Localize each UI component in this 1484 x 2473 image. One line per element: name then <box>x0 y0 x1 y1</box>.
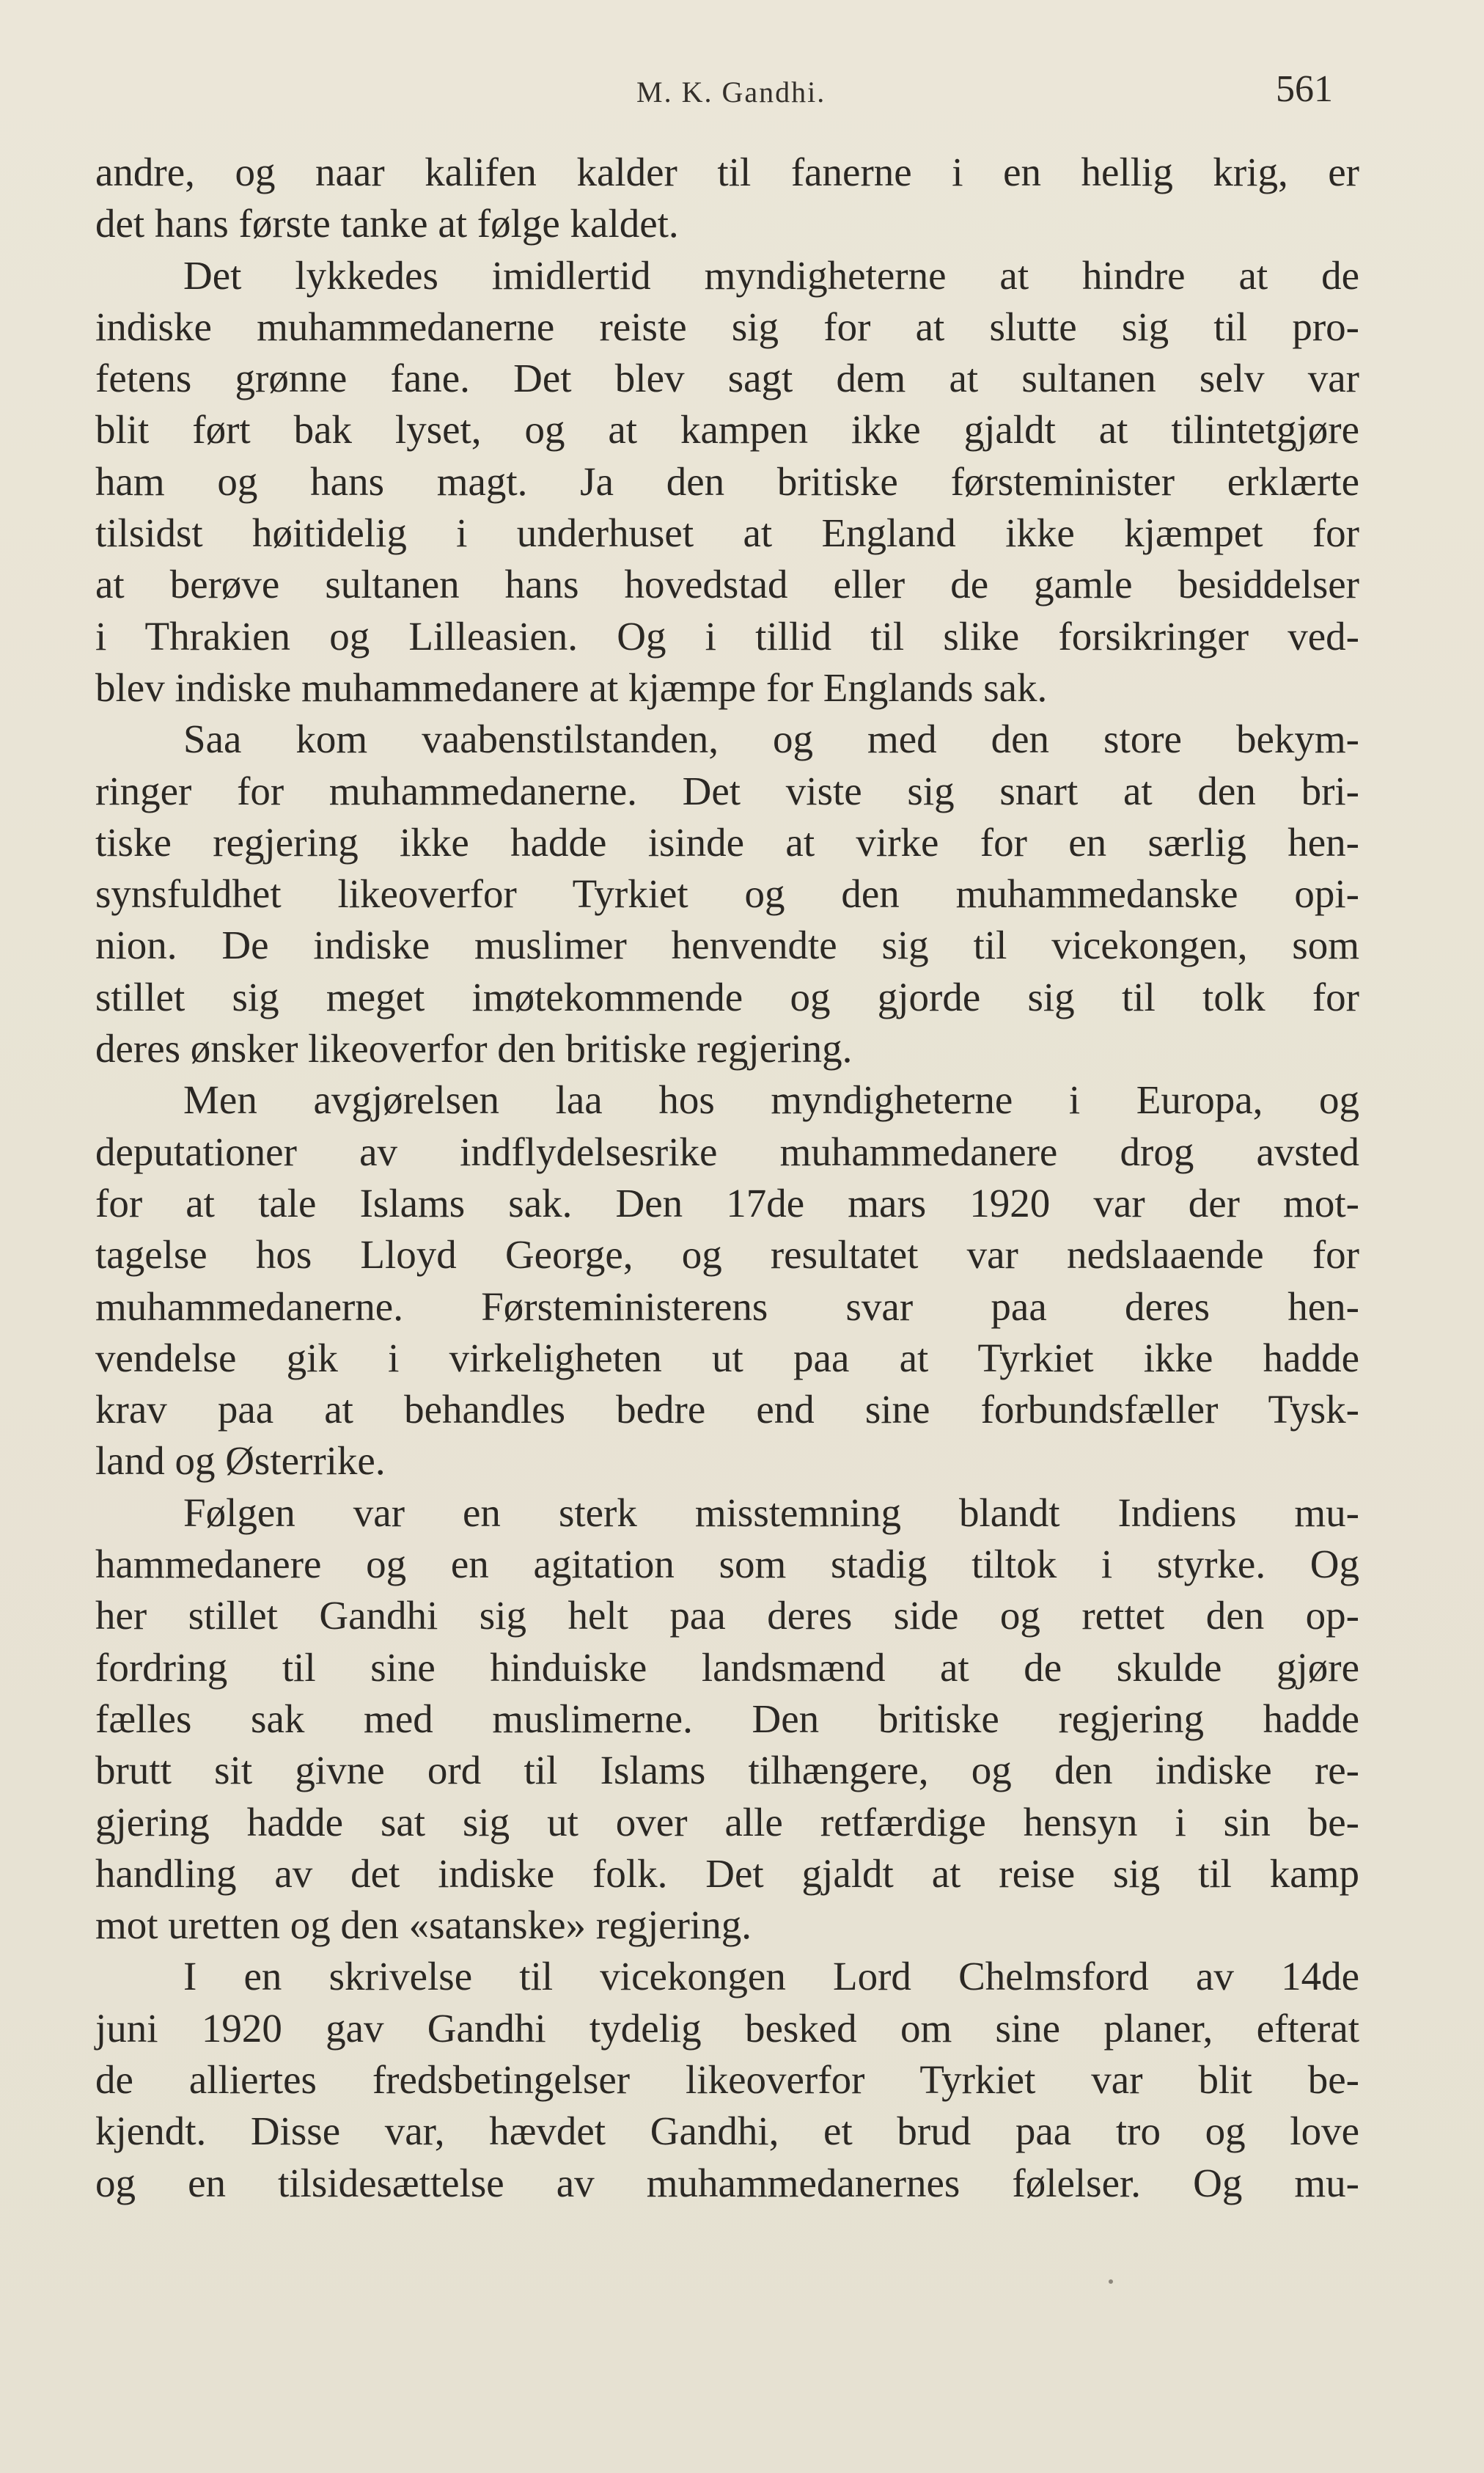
text-line: land og Østerrike. <box>95 1438 386 1484</box>
text-line: Følgen var en sterk misstemning blandt Indiens mu- <box>183 1490 1359 1535</box>
text-line: andre, og naar kalifen kalder til fanerne i en hellig krig, er <box>95 150 1359 194</box>
body-text <box>95 147 1359 2209</box>
text-line: ham og hans magt. Ja den britiske førsteminister erklærte <box>95 458 1359 504</box>
text-line: her stillet Gandhi sig helt paa deres side og rettet den op- <box>95 1593 1359 1638</box>
text-line: de alliertes fredsbetingelser likeoverfor Tyrkiet var blit be- <box>95 2056 1359 2102</box>
text-line: krav paa at behandles bedre end sine forbundsfæller Tysk- <box>95 1387 1359 1432</box>
text-line: det hans første tanke at følge kaldet. <box>95 201 679 246</box>
text-line: tilsidst høitidelig i underhuset at England ikke kjæmpet for <box>95 510 1359 556</box>
text-line: blit ført bak lyset, og at kampen ikke gjaldt at tilintetgjøre <box>95 407 1359 453</box>
text-line: stillet sig meget imøtekommende og gjorde sig til tolk for <box>95 974 1359 1019</box>
text-line: fetens grønne fane. Det blev sagt dem at sultanen selv var <box>95 356 1359 401</box>
page-number: 561 <box>1276 68 1333 110</box>
text-line: tiske regjering ikke hadde isinde at virke for en særlig hen- <box>95 819 1359 865</box>
text-line: fælles sak med muslimerne. Den britiske regjering hadde <box>95 1696 1359 1741</box>
text-line: indiske muhammedanerne reiste sig for at slutte sig til pro- <box>95 304 1359 349</box>
text-line: Men avgjørelsen laa hos myndigheterne i Europa, og <box>183 1077 1359 1123</box>
text-line: gjering hadde sat sig ut over alle retfærdige hensyn i sin be- <box>95 1799 1359 1844</box>
text-line: vendelse gik i virkeligheten ut paa at Tyrkiet ikke hadde <box>95 1335 1359 1380</box>
running-title: M. K. Gandhi. <box>636 76 826 109</box>
text-line: handling av det indiske folk. Det gjaldt at reise sig til kamp <box>95 1850 1359 1896</box>
paper-speck <box>1109 2279 1113 2284</box>
text-line: brutt sit givne ord til Islams tilhængere, og den indiske re- <box>95 1748 1359 1793</box>
text-line: juni 1920 gav Gandhi tydelig besked om sine planer, efterat <box>95 2005 1359 2051</box>
text-line: mot uretten og den «satanske» regjering. <box>95 1902 752 1948</box>
running-head <box>0 67 1484 119</box>
text-line: nion. De indiske muslimer henvendte sig til vicekongen, som <box>95 923 1359 968</box>
text-line: i Thrakien og Lilleasien. Og i tillid til slike forsikringer ved- <box>95 613 1359 659</box>
text-line: fordring til sine hinduiske landsmænd at de skulde gjøre <box>95 1644 1359 1690</box>
text-line: deputationer av indflydelsesrike muhammedanere drog avsted <box>95 1129 1359 1174</box>
text-line: hammedanere og en agitation som stadig tiltok i styrke. Og <box>95 1542 1359 1587</box>
text-line: muhammedanerne. Førsteministerens svar paa deres hen- <box>95 1283 1359 1329</box>
text-line: for at tale Islams sak. Den 17de mars 1920 var der mot- <box>95 1180 1359 1225</box>
text-line: Saa kom vaabenstilstanden, og med den store bekym- <box>183 717 1359 762</box>
text-line: I en skrivelse til vicekongen Lord Chelmsford av 14de <box>183 1954 1359 1999</box>
text-line: tagelse hos Lloyd George, og resultatet var nedslaaende for <box>95 1232 1359 1278</box>
text-line: at berøve sultanen hans hovedstad eller de gamle besiddelser <box>95 562 1359 607</box>
text-line: synsfuldhet likeoverfor Tyrkiet og den muhammedanske opi- <box>95 871 1359 917</box>
text-line: og en tilsidesættelse av muhammedanernes følelser. Og mu- <box>95 2160 1359 2205</box>
text-line: blev indiske muhammedanere at kjæmpe for Englands sak. <box>95 664 1048 710</box>
text-line: Det lykkedes imidlertid myndigheterne at hindre at de <box>183 252 1359 298</box>
text-line: deres ønsker likeoverfor den britiske regjering. <box>95 1026 853 1071</box>
text-line: ringer for muhammedanerne. Det viste sig snart at den bri- <box>95 768 1359 813</box>
text-line: kjendt. Disse var, hævdet Gandhi, et brud paa tro og love <box>95 2109 1359 2154</box>
